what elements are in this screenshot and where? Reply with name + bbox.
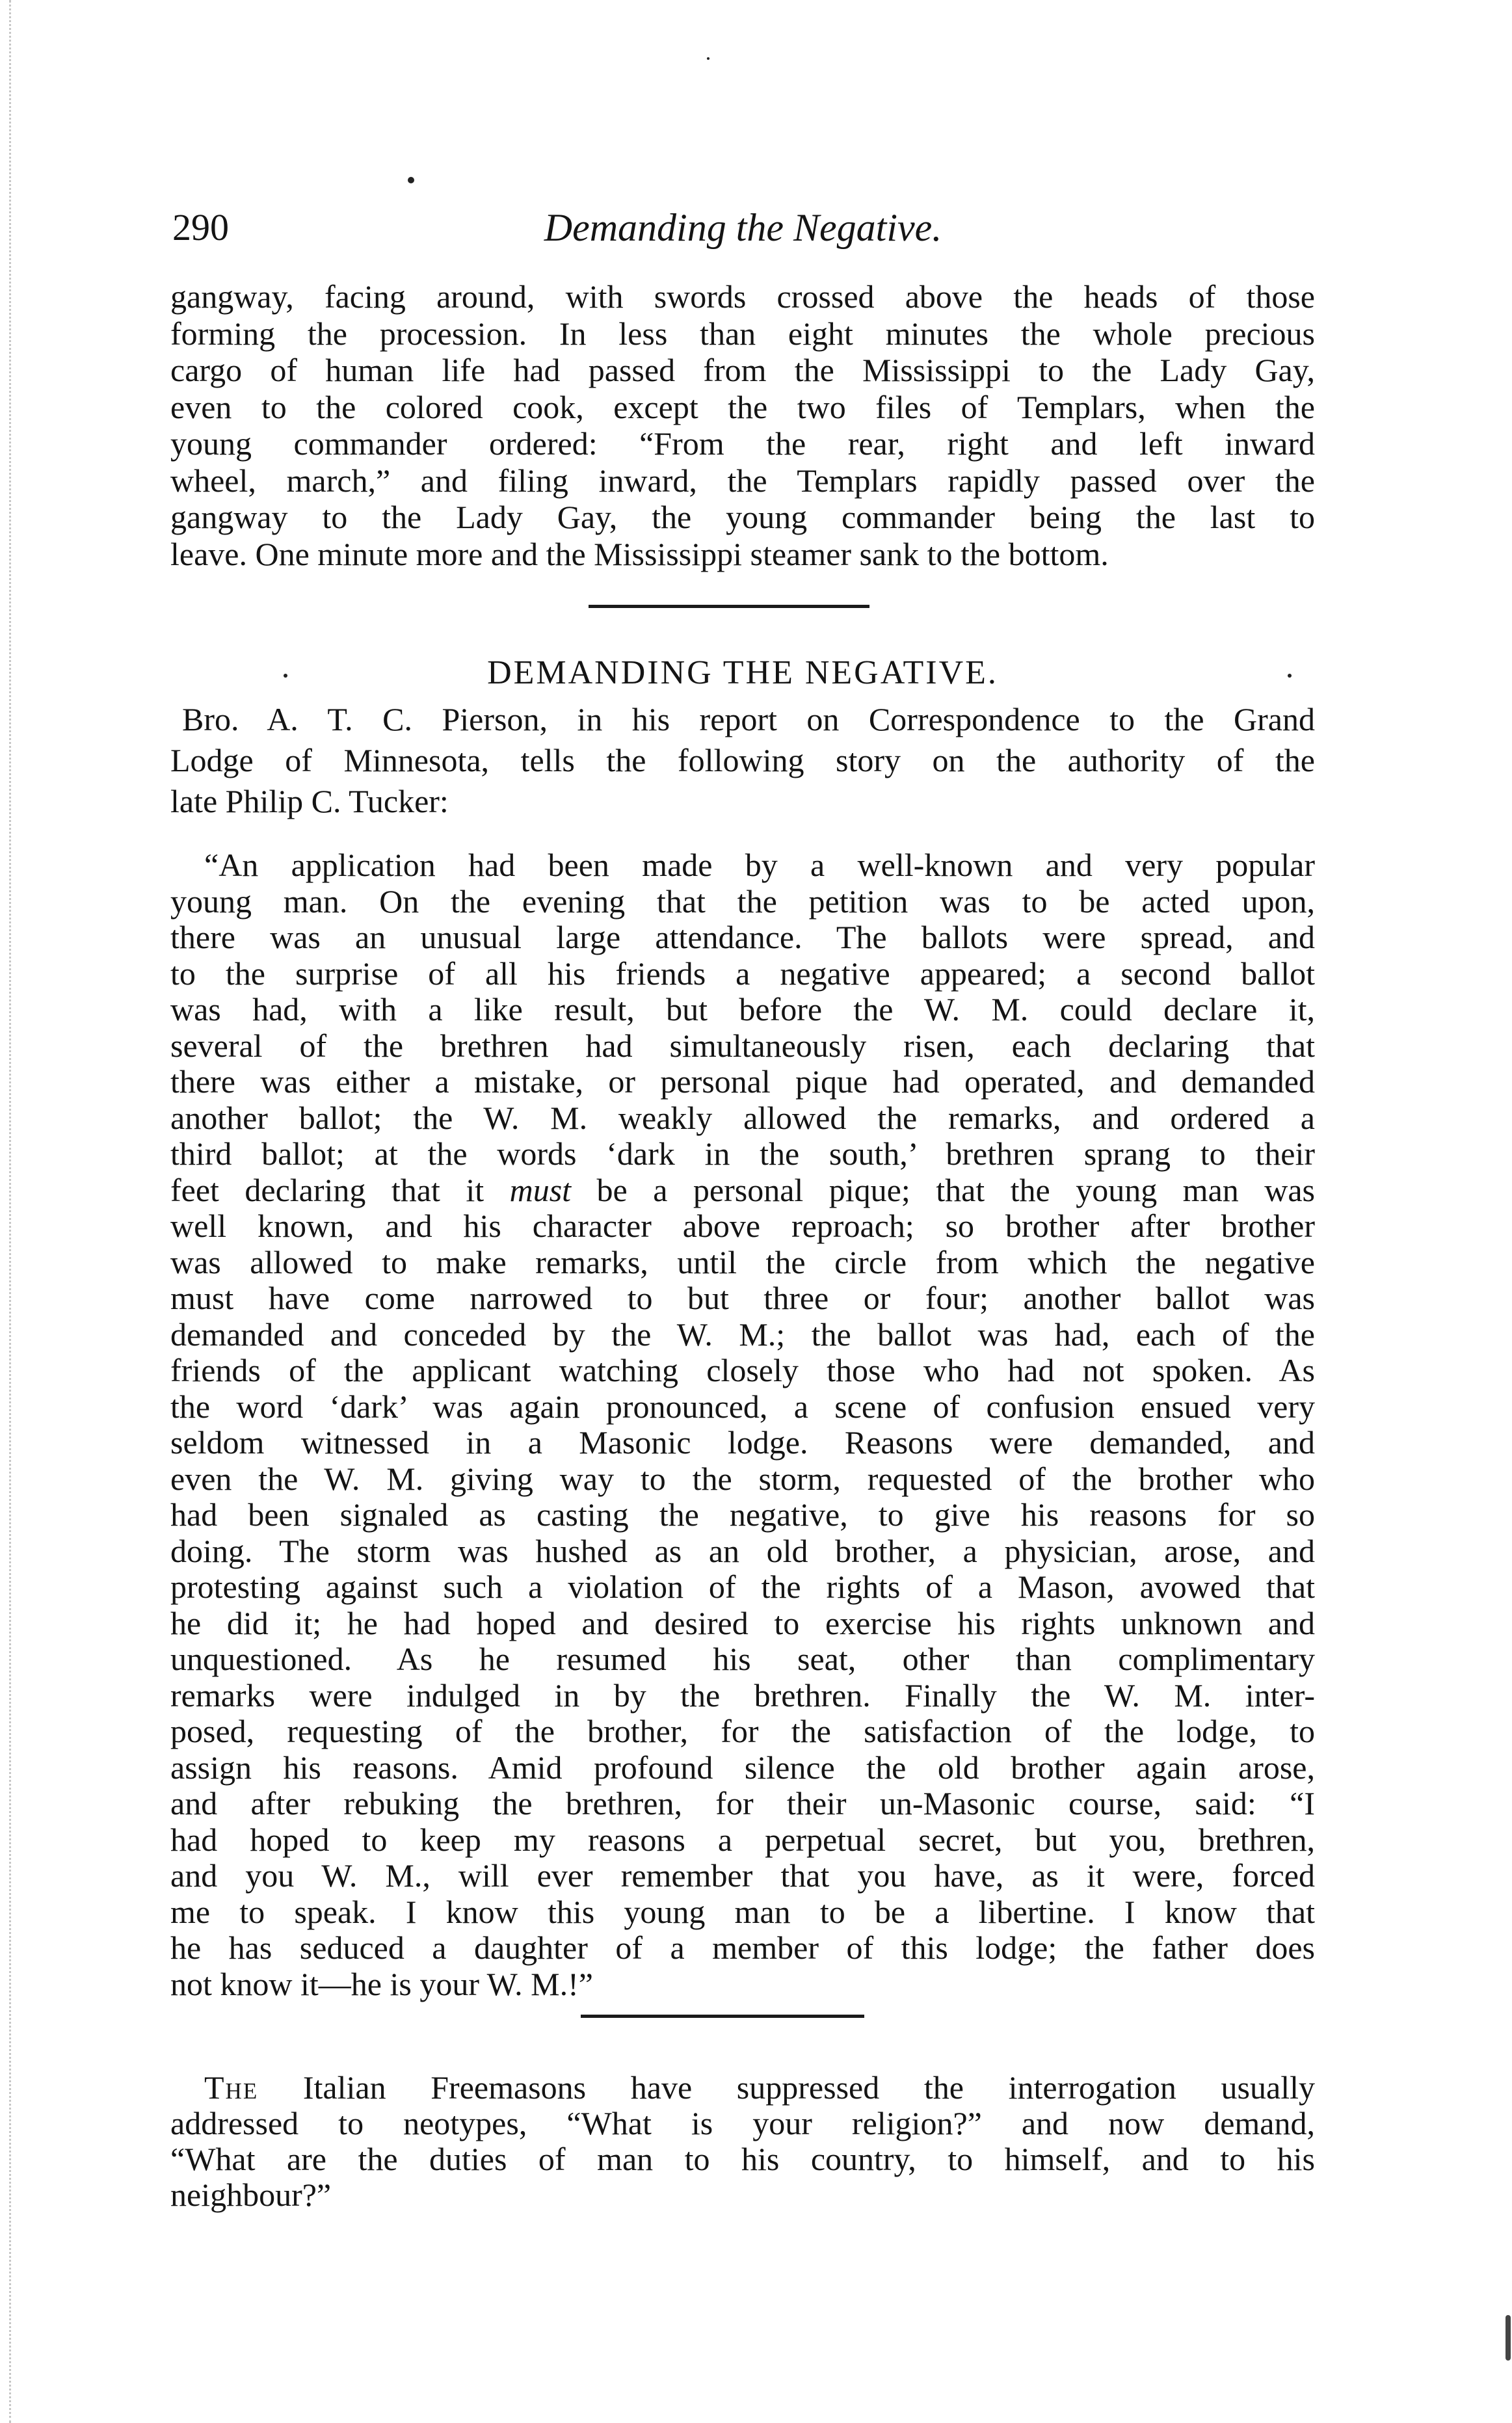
text-line: was allowed to make remarks, until the circle from which the negative xyxy=(170,1243,1315,1280)
text-line: there was either a mistake, or personal pique had operated, and demanded xyxy=(170,1063,1315,1100)
running-title: Demanding the Negative. xyxy=(544,206,942,249)
text-line: “An application had been made by a well-known and very popular xyxy=(204,847,1315,883)
section-heading: DEMANDING THE NEGATIVE. xyxy=(487,654,998,691)
text-line: young commander ordered: “From the rear, right and left inward xyxy=(170,425,1315,462)
lead-word: The xyxy=(204,2069,259,2106)
page-number: 290 xyxy=(172,206,229,248)
text-line: cargo of human life had passed from the Mississippi to the Lady Gay, xyxy=(170,352,1315,388)
text-line: friends of the applicant watching closely those who had not spoken. As xyxy=(170,1352,1315,1388)
text-line: third ballot; at the words ‘dark in the south,’ brethren sprang to their xyxy=(170,1135,1315,1172)
text-line: young man. On the evening that the petition was to be acted upon, xyxy=(170,882,1315,920)
quoted-story xyxy=(170,847,1315,2002)
text-line: seldom witnessed in a Masonic lodge. Reasons were demanded, and xyxy=(170,1424,1315,1461)
text-line: Lodge of Minnesota, tells the following story on the authority of the xyxy=(170,742,1315,778)
emphasis: must xyxy=(509,1171,572,1208)
text-line: gangway to the Lady Gay, the young commander being the last to xyxy=(170,499,1315,535)
text-line: there was an unusual large attendance. The ballots were spread, and xyxy=(170,919,1315,955)
text-line: must have come narrowed to but three or four; another ballot was xyxy=(170,1280,1315,1316)
text-line: late Philip C. Tucker: xyxy=(170,783,449,819)
text-line: neighbour?” xyxy=(170,2177,332,2213)
intro-paragraph xyxy=(170,699,1315,822)
text-line: unquestioned. As he resumed his seat, other than complimentary xyxy=(170,1641,1315,1677)
text-line: not know it—he is your W. M.!” xyxy=(170,1965,593,2002)
text-line: he has seduced a daughter of a member of this lodge; the father does xyxy=(170,1929,1315,1966)
text-line: even to the colored cook, except the two files of Templars, when the xyxy=(170,388,1315,425)
binding-gutter-marks xyxy=(9,0,24,2423)
text-line: protesting against such a violation of the rights of a Mason, avowed that xyxy=(170,1569,1315,1605)
text-line: had hoped to keep my reasons a perpetual secret, but you, brethren, xyxy=(170,1821,1315,1858)
text-line: forming the procession. In less than eight minutes the whole precious xyxy=(170,315,1315,352)
text-line: and you W. M., will ever remember that you have, as it were, forced xyxy=(170,1857,1315,1894)
text-line xyxy=(170,2070,1315,2106)
text-line: the word ‘dark’ was again pronounced, a scene of confusion ensued very xyxy=(170,1388,1315,1425)
text-line: “What are the duties of man to his country, to himself, and to his xyxy=(170,2141,1315,2177)
text-line: leave. One minute more and the Mississippi steamer sank to the bottom. xyxy=(170,535,1109,572)
ink-speck xyxy=(408,177,414,183)
text-line: was had, with a like result, but before the W. M. could declare it, xyxy=(170,991,1315,1027)
text-line: another ballot; the W. M. weakly allowed the remarks, and ordered a xyxy=(170,1099,1315,1136)
section-divider xyxy=(589,605,869,608)
text-line: and after rebuking the brethren, for their un-Masonic course, said: “I xyxy=(170,1785,1315,1821)
ink-speck xyxy=(707,57,710,60)
text-line: remarks were indulged in by the brethren. Finally the W. M. inter- xyxy=(170,1676,1315,1714)
text-line: feet declaring that it must be a personal pique; that the young man was xyxy=(170,1171,1315,1208)
text-line: to the surprise of all his friends a negative appeared; a second ballot xyxy=(170,955,1315,992)
text-line: wheel, march,” and filing inward, the Templars rapidly passed over the xyxy=(170,462,1315,499)
text-line: me to speak. I know this young man to be a libertine. I know that xyxy=(170,1893,1315,1930)
text-line: gangway, facing around, with swords crossed above the heads of those xyxy=(170,278,1315,315)
text-line: posed, requesting of the brother, for the satisfaction of the lodge, to xyxy=(170,1713,1315,1749)
text-line: assign his reasons. Amid profound silence the old brother again arose, xyxy=(170,1749,1315,1786)
text-line: several of the brethren had simultaneously risen, each declaring that xyxy=(170,1027,1315,1064)
text-line: demanded and conceded by the W. M.; the ballot was had, each of the xyxy=(170,1316,1315,1353)
continuation-paragraph xyxy=(170,278,1315,572)
page-header xyxy=(172,195,1314,260)
text-line: well known, and his character above reproach; so brother after brother xyxy=(170,1208,1315,1244)
closing-paragraph xyxy=(170,2070,1315,2213)
text-line: doing. The storm was hushed as an old brother, a physician, arose, and xyxy=(170,1532,1315,1569)
text-line-rest: Italian Freemasons have suppressed the interrogation usually xyxy=(258,2069,1315,2106)
text-line: Bro. A. T. C. Pierson, in his report on Correspondence to the Grand xyxy=(182,701,1315,737)
text-line: even the W. M. giving way to the storm, requested of the brother who xyxy=(170,1460,1315,1497)
text-line: addressed to neotypes, “What is your religion?” and now demand, xyxy=(170,2105,1315,2141)
text-line: he did it; he had hoped and desired to exercise his rights unknown and xyxy=(170,1604,1315,1641)
section-divider xyxy=(581,2015,864,2018)
ink-speck xyxy=(1505,2315,1511,2361)
text-line: had been signaled as casting the negative, to give his reasons for so xyxy=(170,1496,1315,1533)
